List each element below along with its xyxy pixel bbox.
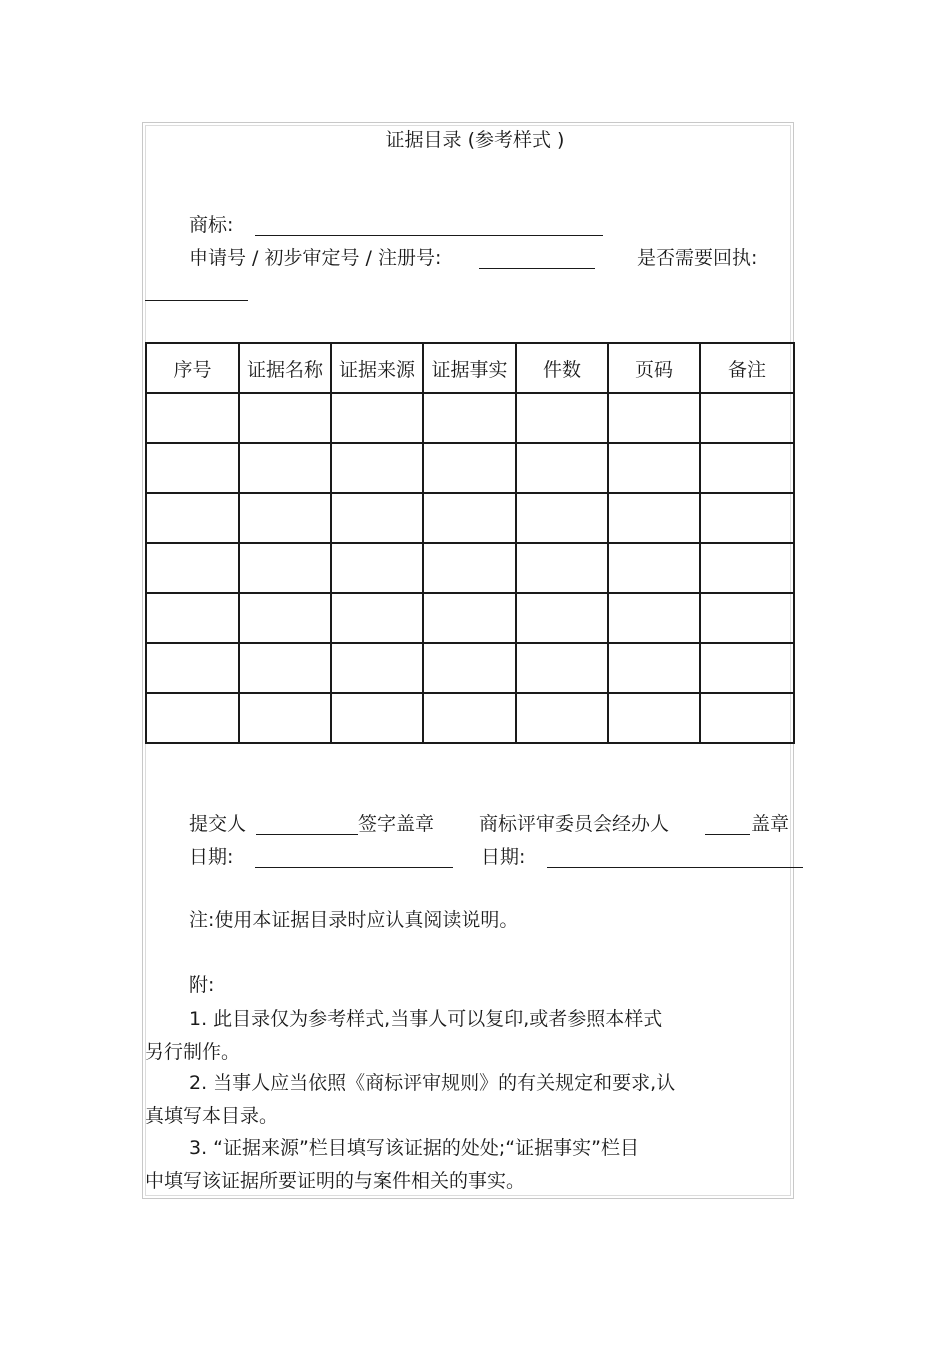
appendix-item-3-line-1: 3. “证据来源”栏目填写该证据的处处;“证据事实”栏目 <box>189 1137 639 1159</box>
col-header-evidence-fact: 证据事实 <box>423 343 516 393</box>
seal-label: 盖章 <box>751 813 790 835</box>
table-row <box>146 643 794 693</box>
table-cell[interactable] <box>516 443 608 493</box>
date-field-submitter[interactable] <box>255 867 453 868</box>
table-cell[interactable] <box>423 643 516 693</box>
table-cell[interactable] <box>700 693 794 743</box>
submitter-sign-field[interactable] <box>256 834 358 835</box>
table-cell[interactable] <box>700 443 794 493</box>
table-cell[interactable] <box>423 593 516 643</box>
table-cell[interactable] <box>239 543 331 593</box>
table-cell[interactable] <box>516 393 608 443</box>
table-cell[interactable] <box>239 393 331 443</box>
table-cell[interactable] <box>331 493 423 543</box>
table-cell[interactable] <box>146 693 239 743</box>
table-cell[interactable] <box>239 443 331 493</box>
table-cell[interactable] <box>423 443 516 493</box>
table-cell[interactable] <box>423 543 516 593</box>
table-cell[interactable] <box>423 693 516 743</box>
appendix-heading: 附: <box>189 974 215 996</box>
appendix-item-1-line-2: 另行制作。 <box>145 1041 241 1063</box>
usage-note: 注:使用本证据目录时应认真阅读说明。 <box>189 909 519 931</box>
col-header-serial: 序号 <box>146 343 239 393</box>
table-cell[interactable] <box>516 543 608 593</box>
table-cell[interactable] <box>516 693 608 743</box>
sign-seal-label: 签字盖章 <box>358 813 435 835</box>
receipt-label: 是否需要回执: <box>637 247 758 269</box>
table-cell[interactable] <box>331 443 423 493</box>
table-row <box>146 693 794 743</box>
table-cell[interactable] <box>146 443 239 493</box>
table-row <box>146 393 794 443</box>
table-cell[interactable] <box>700 493 794 543</box>
col-header-pages: 页码 <box>608 343 700 393</box>
table-cell[interactable] <box>331 543 423 593</box>
table-cell[interactable] <box>608 443 700 493</box>
table-cell[interactable] <box>516 593 608 643</box>
page-title: 证据目录 (参考样式 ) <box>385 129 565 151</box>
table-cell[interactable] <box>423 493 516 543</box>
application-number-field[interactable] <box>479 268 595 269</box>
table-cell[interactable] <box>239 643 331 693</box>
table-cell[interactable] <box>516 643 608 693</box>
appendix-item-2-line-2: 真填写本目录。 <box>145 1105 279 1127</box>
table-cell[interactable] <box>608 693 700 743</box>
table-cell[interactable] <box>331 693 423 743</box>
col-header-count: 件数 <box>516 343 608 393</box>
date-label-board: 日期: <box>481 846 526 868</box>
table-row <box>146 543 794 593</box>
receipt-field[interactable] <box>145 300 248 301</box>
table-cell[interactable] <box>331 393 423 443</box>
application-number-label: 申请号 / 初步审定号 / 注册号: <box>189 247 442 269</box>
table-row <box>146 493 794 543</box>
appendix-item-3-line-2: 中填写该证据所要证明的与案件相关的事实。 <box>145 1170 526 1192</box>
table-row <box>146 593 794 643</box>
col-header-evidence-name: 证据名称 <box>239 343 331 393</box>
table-cell[interactable] <box>700 543 794 593</box>
table-cell[interactable] <box>700 593 794 643</box>
table-cell[interactable] <box>608 643 700 693</box>
appendix-item-2-line-1: 2. 当事人应当依照《商标评审规则》的有关规定和要求,认 <box>189 1072 676 1094</box>
table-cell[interactable] <box>423 393 516 443</box>
date-label-submitter: 日期: <box>189 846 234 868</box>
trademark-label: 商标: <box>189 214 234 236</box>
table-cell[interactable] <box>146 493 239 543</box>
table-cell[interactable] <box>331 593 423 643</box>
evidence-table <box>145 342 795 744</box>
col-header-evidence-source: 证据来源 <box>331 343 423 393</box>
table-cell[interactable] <box>239 693 331 743</box>
table-cell[interactable] <box>608 593 700 643</box>
table-cell[interactable] <box>700 643 794 693</box>
table-cell[interactable] <box>516 493 608 543</box>
table-cell[interactable] <box>146 593 239 643</box>
table-cell[interactable] <box>700 393 794 443</box>
table-cell[interactable] <box>239 493 331 543</box>
table-row <box>146 443 794 493</box>
table-cell[interactable] <box>608 393 700 443</box>
table-cell[interactable] <box>239 593 331 643</box>
table-cell[interactable] <box>146 543 239 593</box>
table-cell[interactable] <box>146 643 239 693</box>
submitter-label: 提交人 <box>189 813 247 835</box>
board-agent-label: 商标评审委员会经办人 <box>479 813 670 835</box>
table-header-row <box>146 343 794 393</box>
table-cell[interactable] <box>608 543 700 593</box>
col-header-remarks: 备注 <box>700 343 794 393</box>
appendix-item-1-line-1: 1. 此目录仅为参考样式,当事人可以复印,或者参照本样式 <box>189 1008 663 1030</box>
table-cell[interactable] <box>331 643 423 693</box>
date-field-board[interactable] <box>547 867 803 868</box>
board-agent-field[interactable] <box>705 834 750 835</box>
table-cell[interactable] <box>608 493 700 543</box>
trademark-field[interactable] <box>255 235 603 236</box>
table-cell[interactable] <box>146 393 239 443</box>
